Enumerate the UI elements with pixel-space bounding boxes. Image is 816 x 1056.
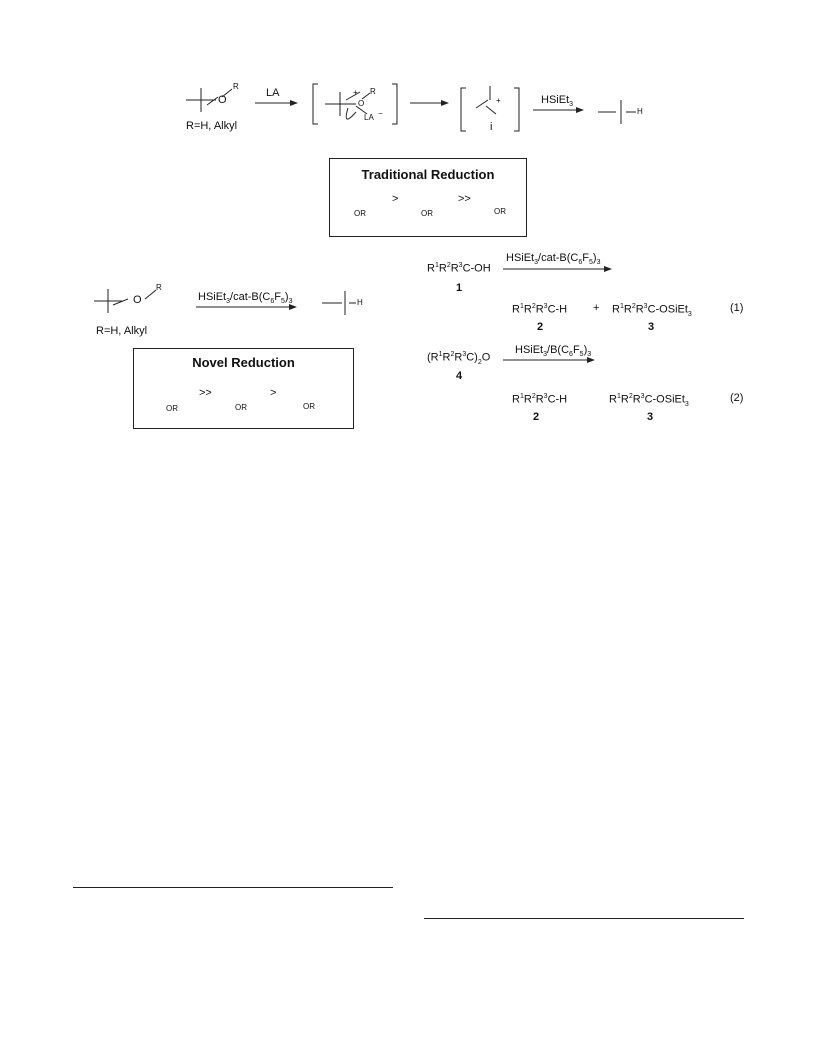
traditional-comparator-1: >	[392, 193, 399, 205]
novel-or-1: OR	[166, 404, 178, 413]
novel-comparator-2: >	[270, 387, 277, 399]
reactant-o-label: O	[218, 94, 227, 106]
eq2-reactant-number: 4	[456, 370, 463, 382]
eq2-reagent: $HSiEt_3/B(C_6F_5)_3$	[515, 344, 592, 359]
eq1-product-a-number: 2	[537, 321, 544, 333]
intermediate-o-label: O	[358, 99, 365, 108]
reactant-r-label: R	[233, 82, 239, 91]
eq1-product-b: $R^1R^2R^3C-OSiEt_3$	[612, 303, 692, 318]
novel-comparator-1: >>	[199, 387, 212, 399]
traditional-comparator-2: >>	[458, 193, 471, 205]
eq1-product-a: $R^1R^2R^3C-H$	[512, 303, 568, 316]
traditional-reduction-title: Traditional Reduction	[361, 167, 495, 182]
left-reactant-o-label: O	[133, 294, 142, 306]
traditional-or-1: OR	[354, 209, 366, 218]
traditional-or-2: OR	[421, 209, 433, 218]
footnote-rule-right	[424, 918, 744, 919]
la-label: LA	[364, 113, 374, 122]
oxonium-charge: +	[353, 88, 358, 97]
eq1-reactant-number: 1	[456, 282, 463, 294]
eq2-product-a-number: 2	[533, 411, 540, 423]
novel-reduction-title: Novel Reduction	[192, 355, 295, 370]
eq2-product-b: $R^1R^2R^3C-OSiEt_3$	[609, 393, 689, 408]
traditional-or-3: OR	[494, 207, 506, 216]
eq2-reactant: $(R^1R^2R^3C)_2O$	[427, 351, 491, 366]
eq2-product-b-number: 3	[647, 411, 654, 423]
eq1-product-b-number: 3	[648, 321, 655, 333]
eq1-plus: +	[593, 302, 600, 314]
left-reagent: $HSiEt_3/cat-B(C_6F_5)_3$	[198, 291, 293, 306]
eq1-reagent: $HSiEt_3/cat-B(C_6F_5)_3$	[506, 252, 601, 267]
la-charge: −	[378, 109, 383, 118]
left-reactant-r-label: R	[156, 283, 162, 292]
novel-or-3: OR	[303, 402, 315, 411]
reductant-subscript: 3	[569, 101, 574, 109]
eq1-equation-number: (1)	[730, 302, 744, 314]
novel-or-2: OR	[235, 403, 247, 412]
product-h-label: H	[637, 107, 643, 116]
cation-charge: +	[496, 96, 501, 105]
left-alkyl-definition: R=H, Alkyl	[96, 325, 148, 337]
footnote-rule-left	[73, 887, 393, 888]
left-product-h-label: H	[357, 298, 363, 307]
eq2-product-a: $R^1R^2R^3C-H$	[512, 393, 568, 406]
traditional-reduction-box	[329, 158, 527, 237]
eq2-equation-number: (2)	[730, 392, 744, 404]
eq1-reactant: $R^1R^2R^3C-OH$	[427, 262, 491, 275]
cation-label: i	[490, 121, 493, 133]
reductant-label	[541, 95, 573, 108]
alkyl-definition: R=H, Alkyl	[186, 120, 238, 132]
lewis-acid-arrow-label: LA	[266, 87, 280, 99]
intermediate-r-label: R	[370, 87, 376, 96]
reductant-text: HSiEt	[541, 94, 570, 106]
novel-reduction-box	[133, 348, 354, 429]
